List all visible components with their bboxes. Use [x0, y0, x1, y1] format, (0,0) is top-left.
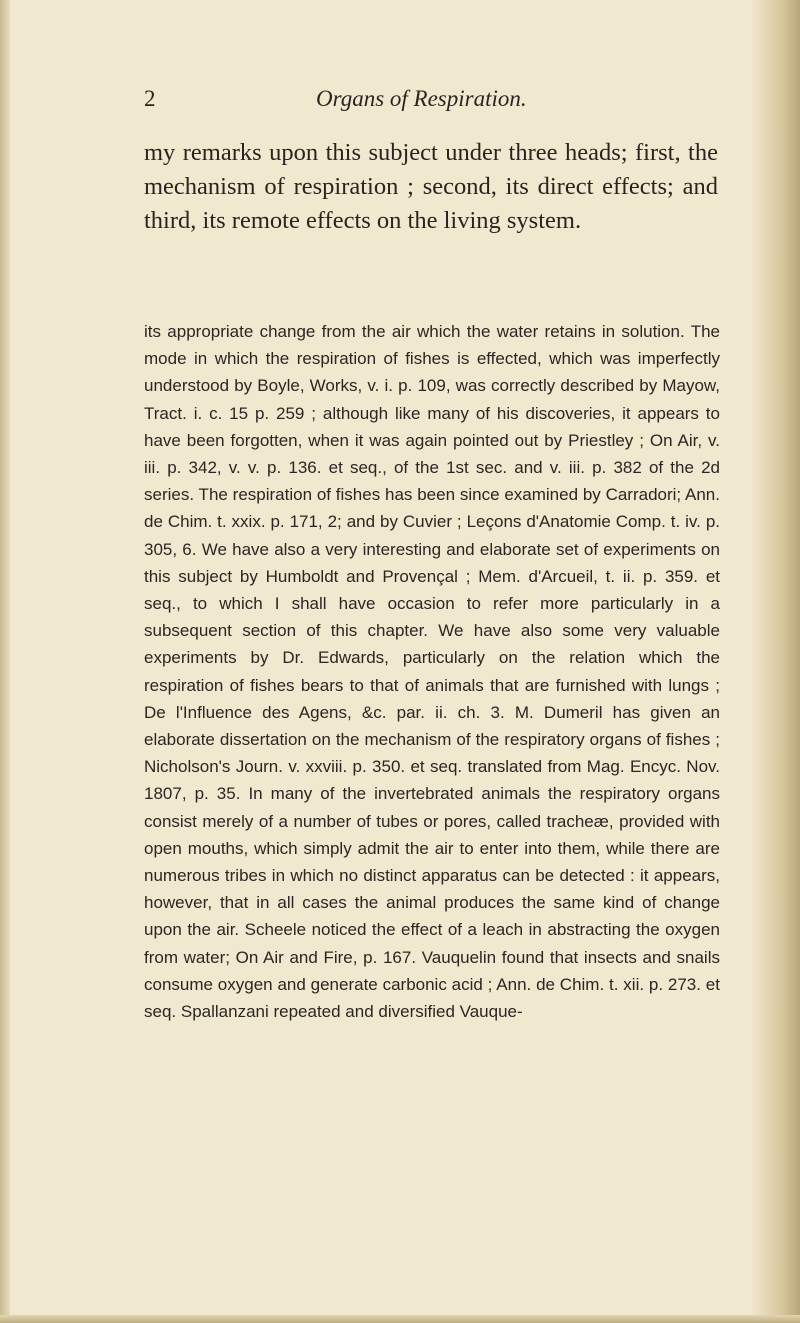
page-bottom-edge	[0, 1315, 800, 1323]
running-title: Organs of Respiration.	[316, 86, 527, 111]
footnote-paragraph: its appropriate change from the air which the water retains in solution. The mode in which the respiration of fishes is effected, which was imperfectly understood by Boyle, Works, v. i. p. 109, was correctly described by Mayow, Tract. i. c. 15 p. 259 ; although like many of his discoveries, it appears to have been forgotten, when it was again pointed out by Priestley ; On Air, v. iii. p. 342, v. v. p. 136. et seq., of the 1st sec. and v. iii. p. 382 of the 2d series. The respiration of fishes has been since examined by Carradori; Ann. de Chim. t. xxix. p. 171, 2; and by Cuvier ; Leçons d'Anatomie Comp. t. iv. p. 305, 6. We have also a very interesting and elaborate set of experiments on this subject by Humboldt and Provençal ; Mem. d'Arcueil, t. ii. p. 359. et seq., to which I shall have occasion to refer more particularly in a subsequent section of this chapter. We have also some very valuable experiments by Dr. Edwards, particularly on the relation which the respiration of fishes bears to that of animals that are furnished with lungs ; De l'Influence des Agens, &c. par. ii. ch. 3. M. Dumeril has given an elaborate dissertation on the mechanism of the respiratory organs of fishes ; Nicholson's Journ. v. xxviii. p. 350. et seq. translated from Mag. Encyc. Nov. 1807, p. 35. In many of the invertebrated animals the respiratory organs consist merely of a number of tubes or pores, called tracheæ, provided with open mouths, which simply admit the air to enter into them, while there are numerous tribes in which no distinct apparatus can be detected : it appears, however, that in all cases the animal produces the same kind of change upon the air. Scheele noticed the effect of a leach in abstracting the oxygen from water; On Air and Fire, p. 167. Vauquelin found that insects and snails consume oxygen and generate carbonic acid ; Ann. de Chim. t. xii. p. 273. et seq. Spallanzani repeated and diversified Vauque-	[144, 322, 720, 1022]
main-paragraph: my remarks upon this subject under three heads; first, the mechanism of respiration ; second, its direct effects; and third, its remote effects on the living system.	[144, 139, 718, 234]
page-number: 2	[144, 86, 156, 111]
page-right-edge	[752, 0, 800, 1323]
page-header	[144, 86, 704, 116]
page-left-edge	[0, 0, 10, 1323]
